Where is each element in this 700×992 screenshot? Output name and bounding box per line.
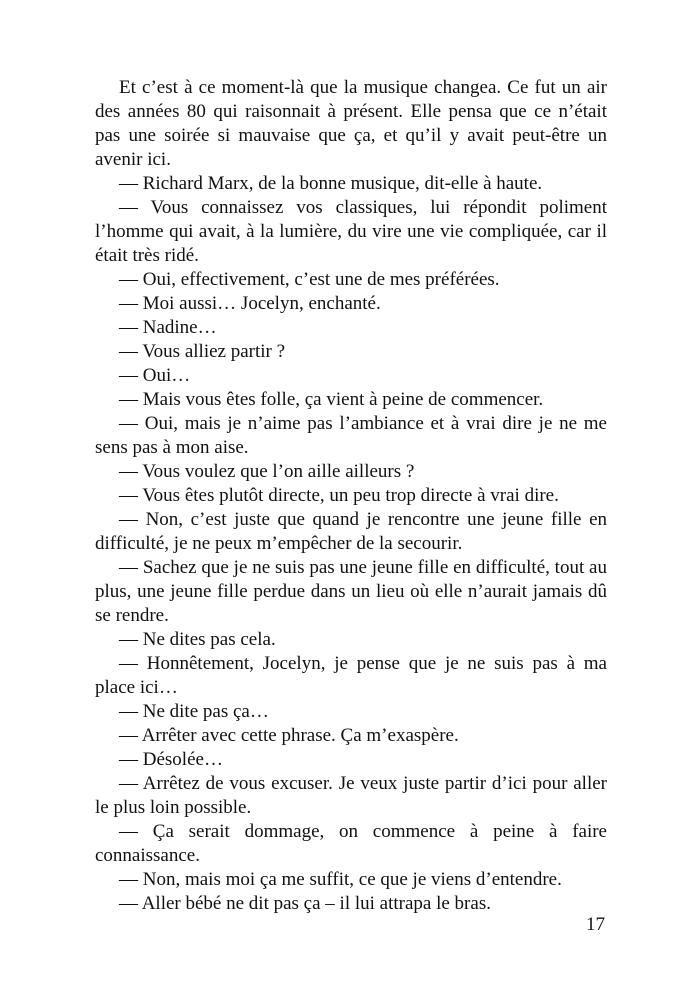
paragraph: — Oui, mais je n’aime pas l’ambiance et à vrai dire je ne me sens pas à mon aise. [95,413,607,458]
paragraph: — Honnêtement, Jocelyn, je pense que je ne suis pas à ma place ici… [95,653,607,698]
paragraph: — Ne dite pas ça… [119,701,269,722]
paragraph: — Richard Marx, de la bonne musique, dit-elle à haute. [119,173,543,194]
paragraph: — Oui… [119,365,191,386]
body-text [95,76,607,916]
paragraph: — Sachez que je ne suis pas une jeune fille en difficulté, tout au plus, une jeune fille perdue dans un lieu où elle n’aurait jamais dû se rendre. [95,557,607,626]
page-number: 17 [586,914,605,935]
paragraph: — Non, mais moi ça me suffit, ce que je viens d’entendre. [119,869,562,890]
paragraph: — Oui, effectivement, c’est une de mes préférées. [119,269,500,290]
paragraph: — Non, c’est juste que quand je rencontre une jeune fille en difficulté, je ne peux m’empêcher de la secourir. [95,509,607,554]
paragraph: — Nadine… [119,317,217,338]
paragraph: — Ça serait dommage, on commence à peine à faire connaissance. [95,821,607,866]
paragraph: — Ne dites pas cela. [119,629,276,650]
paragraph: — Désolée… [119,749,223,770]
paragraph: — Vous connaissez vos classiques, lui répondit poliment l’homme qui avait, à la lumière, du vire une vie compliquée, car il était très ridé. [95,197,607,266]
paragraph: — Mais vous êtes folle, ça vient à peine de commencer. [119,389,544,410]
paragraph: — Vous êtes plutôt directe, un peu trop directe à vrai dire. [119,485,559,506]
paragraph: — Arrêter avec cette phrase. Ça m’exaspère. [119,725,459,746]
paragraph: — Vous voulez que l’on aille ailleurs ? [119,461,415,482]
paragraph: — Vous alliez partir ? [119,341,286,362]
paragraph: — Moi aussi… Jocelyn, enchanté. [119,293,381,314]
paragraph: — Aller bébé ne dit pas ça – il lui attrapa le bras. [119,893,491,914]
paragraph: — Arrêtez de vous excuser. Je veux juste partir d’ici pour aller le plus loin possible. [95,773,607,818]
paragraph: Et c’est à ce moment-là que la musique changea. Ce fut un air des années 80 qui raisonnait à présent. Elle pensa que ce n’était pas une soirée si mauvaise que ça, et qu’il y avait peut-être un avenir ici. [95,77,607,170]
